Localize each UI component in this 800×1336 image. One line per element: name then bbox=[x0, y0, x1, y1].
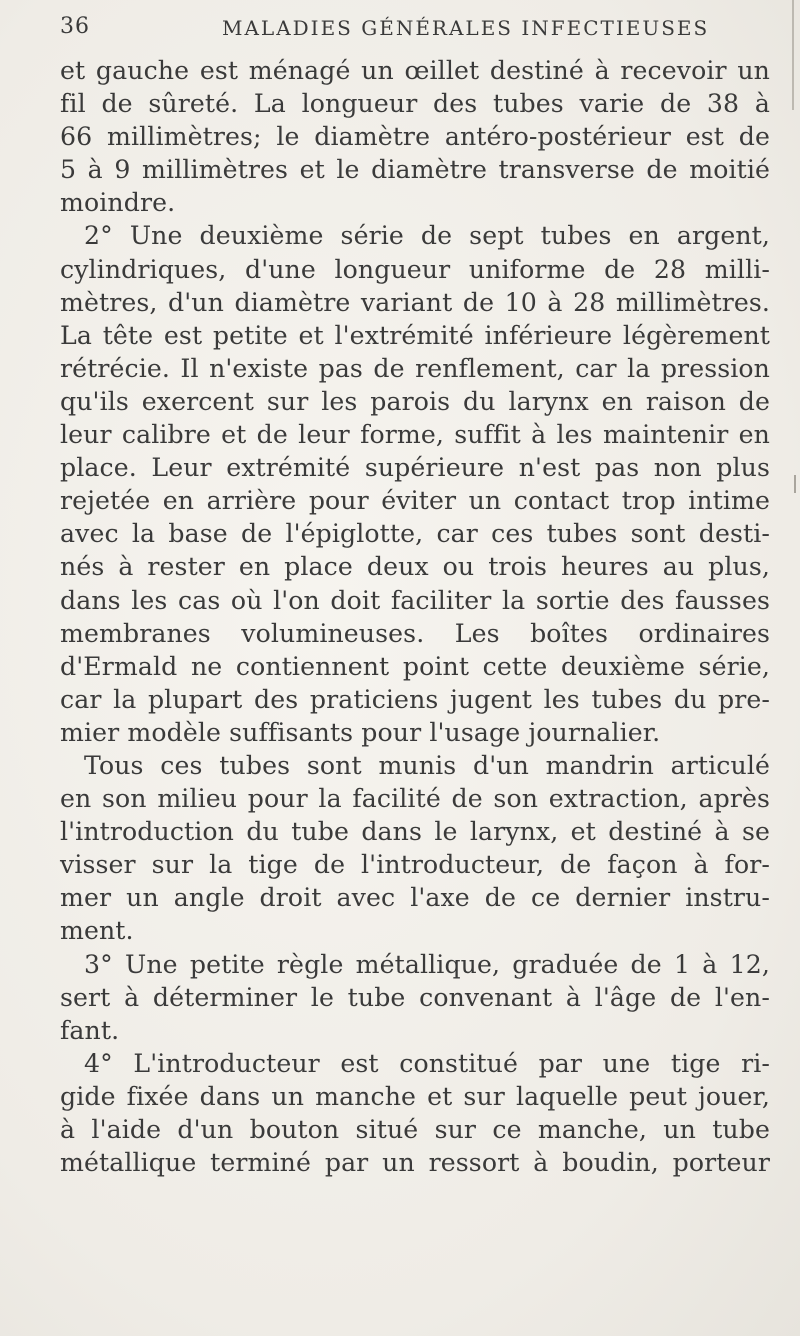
text-line: nés à rester en place deux ou trois heures au plus, bbox=[60, 552, 770, 582]
text-line: visser sur la tige de l'introducteur, de façon à for- bbox=[60, 850, 770, 880]
page-header bbox=[60, 14, 760, 50]
text-line: La tête est petite et l'extrémité inférieure légèrement bbox=[60, 320, 770, 350]
text-line: car la plupart des praticiens jugent les tubes du pre- bbox=[60, 684, 770, 714]
text-line: 5 à 9 millimètres et le diamètre transverse de moitié bbox=[60, 155, 770, 185]
text-line: fant. bbox=[60, 1015, 120, 1045]
text-line: gide fixée dans un manche et sur laquelle peut jouer, bbox=[60, 1081, 770, 1111]
text-line: mier modèle suffisants pour l'usage journalier. bbox=[60, 717, 661, 747]
text-line: mètres, d'un diamètre variant de 10 à 28 millimètres. bbox=[60, 287, 770, 317]
text-line: d'Ermald ne contiennent point cette deuxième série, bbox=[60, 651, 770, 681]
text-line: dans les cas où l'on doit faciliter la sortie des fausses bbox=[60, 585, 770, 615]
text-line: Tous ces tubes sont munis d'un mandrin articulé bbox=[84, 750, 770, 780]
text-line: à l'aide d'un bouton situé sur ce manche, un tube bbox=[60, 1115, 770, 1144]
text-line: fil de sûreté. La longueur des tubes varie de 38 à bbox=[60, 89, 770, 119]
text-line: métallique terminé par un ressort à boudin, porteur bbox=[60, 1148, 770, 1178]
page-edge-mark bbox=[794, 475, 796, 493]
text-line: 3° Une petite règle métallique, graduée de 1 à 12, bbox=[84, 949, 770, 979]
text-line: membranes volumineuses. Les boîtes ordinaires bbox=[60, 618, 770, 648]
text-line: qu'ils exercent sur les parois du larynx en raison de bbox=[60, 386, 770, 416]
text-line: moindre. bbox=[60, 188, 176, 218]
text-line: cylindriques, d'une longueur uniforme de 28 milli- bbox=[60, 254, 770, 284]
text-line: 4° L'introducteur est constitué par une tige ri- bbox=[84, 1048, 770, 1078]
text-line: mer un angle droit avec l'axe de ce dernier instru- bbox=[60, 883, 770, 913]
page-number: 36 bbox=[60, 14, 90, 39]
text-line: place. Leur extrémité supérieure n'est pas non plus bbox=[60, 453, 770, 483]
text-line: 2° Une deuxième série de sept tubes en argent, bbox=[84, 221, 770, 251]
text-line: sert à déterminer le tube convenant à l'âge de l'en- bbox=[60, 982, 770, 1012]
text-line: rétrécie. Il n'existe pas de renflement, car la pression bbox=[60, 353, 770, 383]
body-text bbox=[60, 54, 770, 1179]
text-line: l'introduction du tube dans le larynx, et destiné à se bbox=[60, 817, 770, 847]
text-line: avec la base de l'épiglotte, car ces tubes sont desti- bbox=[60, 519, 770, 549]
running-head: MALADIES GÉNÉRALES INFECTIEUSES bbox=[222, 16, 710, 40]
text-line: et gauche est ménagé un œillet destiné à recevoir un bbox=[60, 56, 770, 85]
text-line: leur calibre et de leur forme, suffit à les maintenir en bbox=[60, 420, 770, 450]
page-edge-line bbox=[792, 0, 794, 110]
text-line: rejetée en arrière pour éviter un contact trop intime bbox=[60, 486, 770, 516]
text-line: ment. bbox=[60, 916, 134, 946]
text-line: 66 millimètres; le diamètre antéro-postérieur est de bbox=[60, 122, 770, 152]
text-line: en son milieu pour la facilité de son extraction, après bbox=[60, 784, 770, 814]
